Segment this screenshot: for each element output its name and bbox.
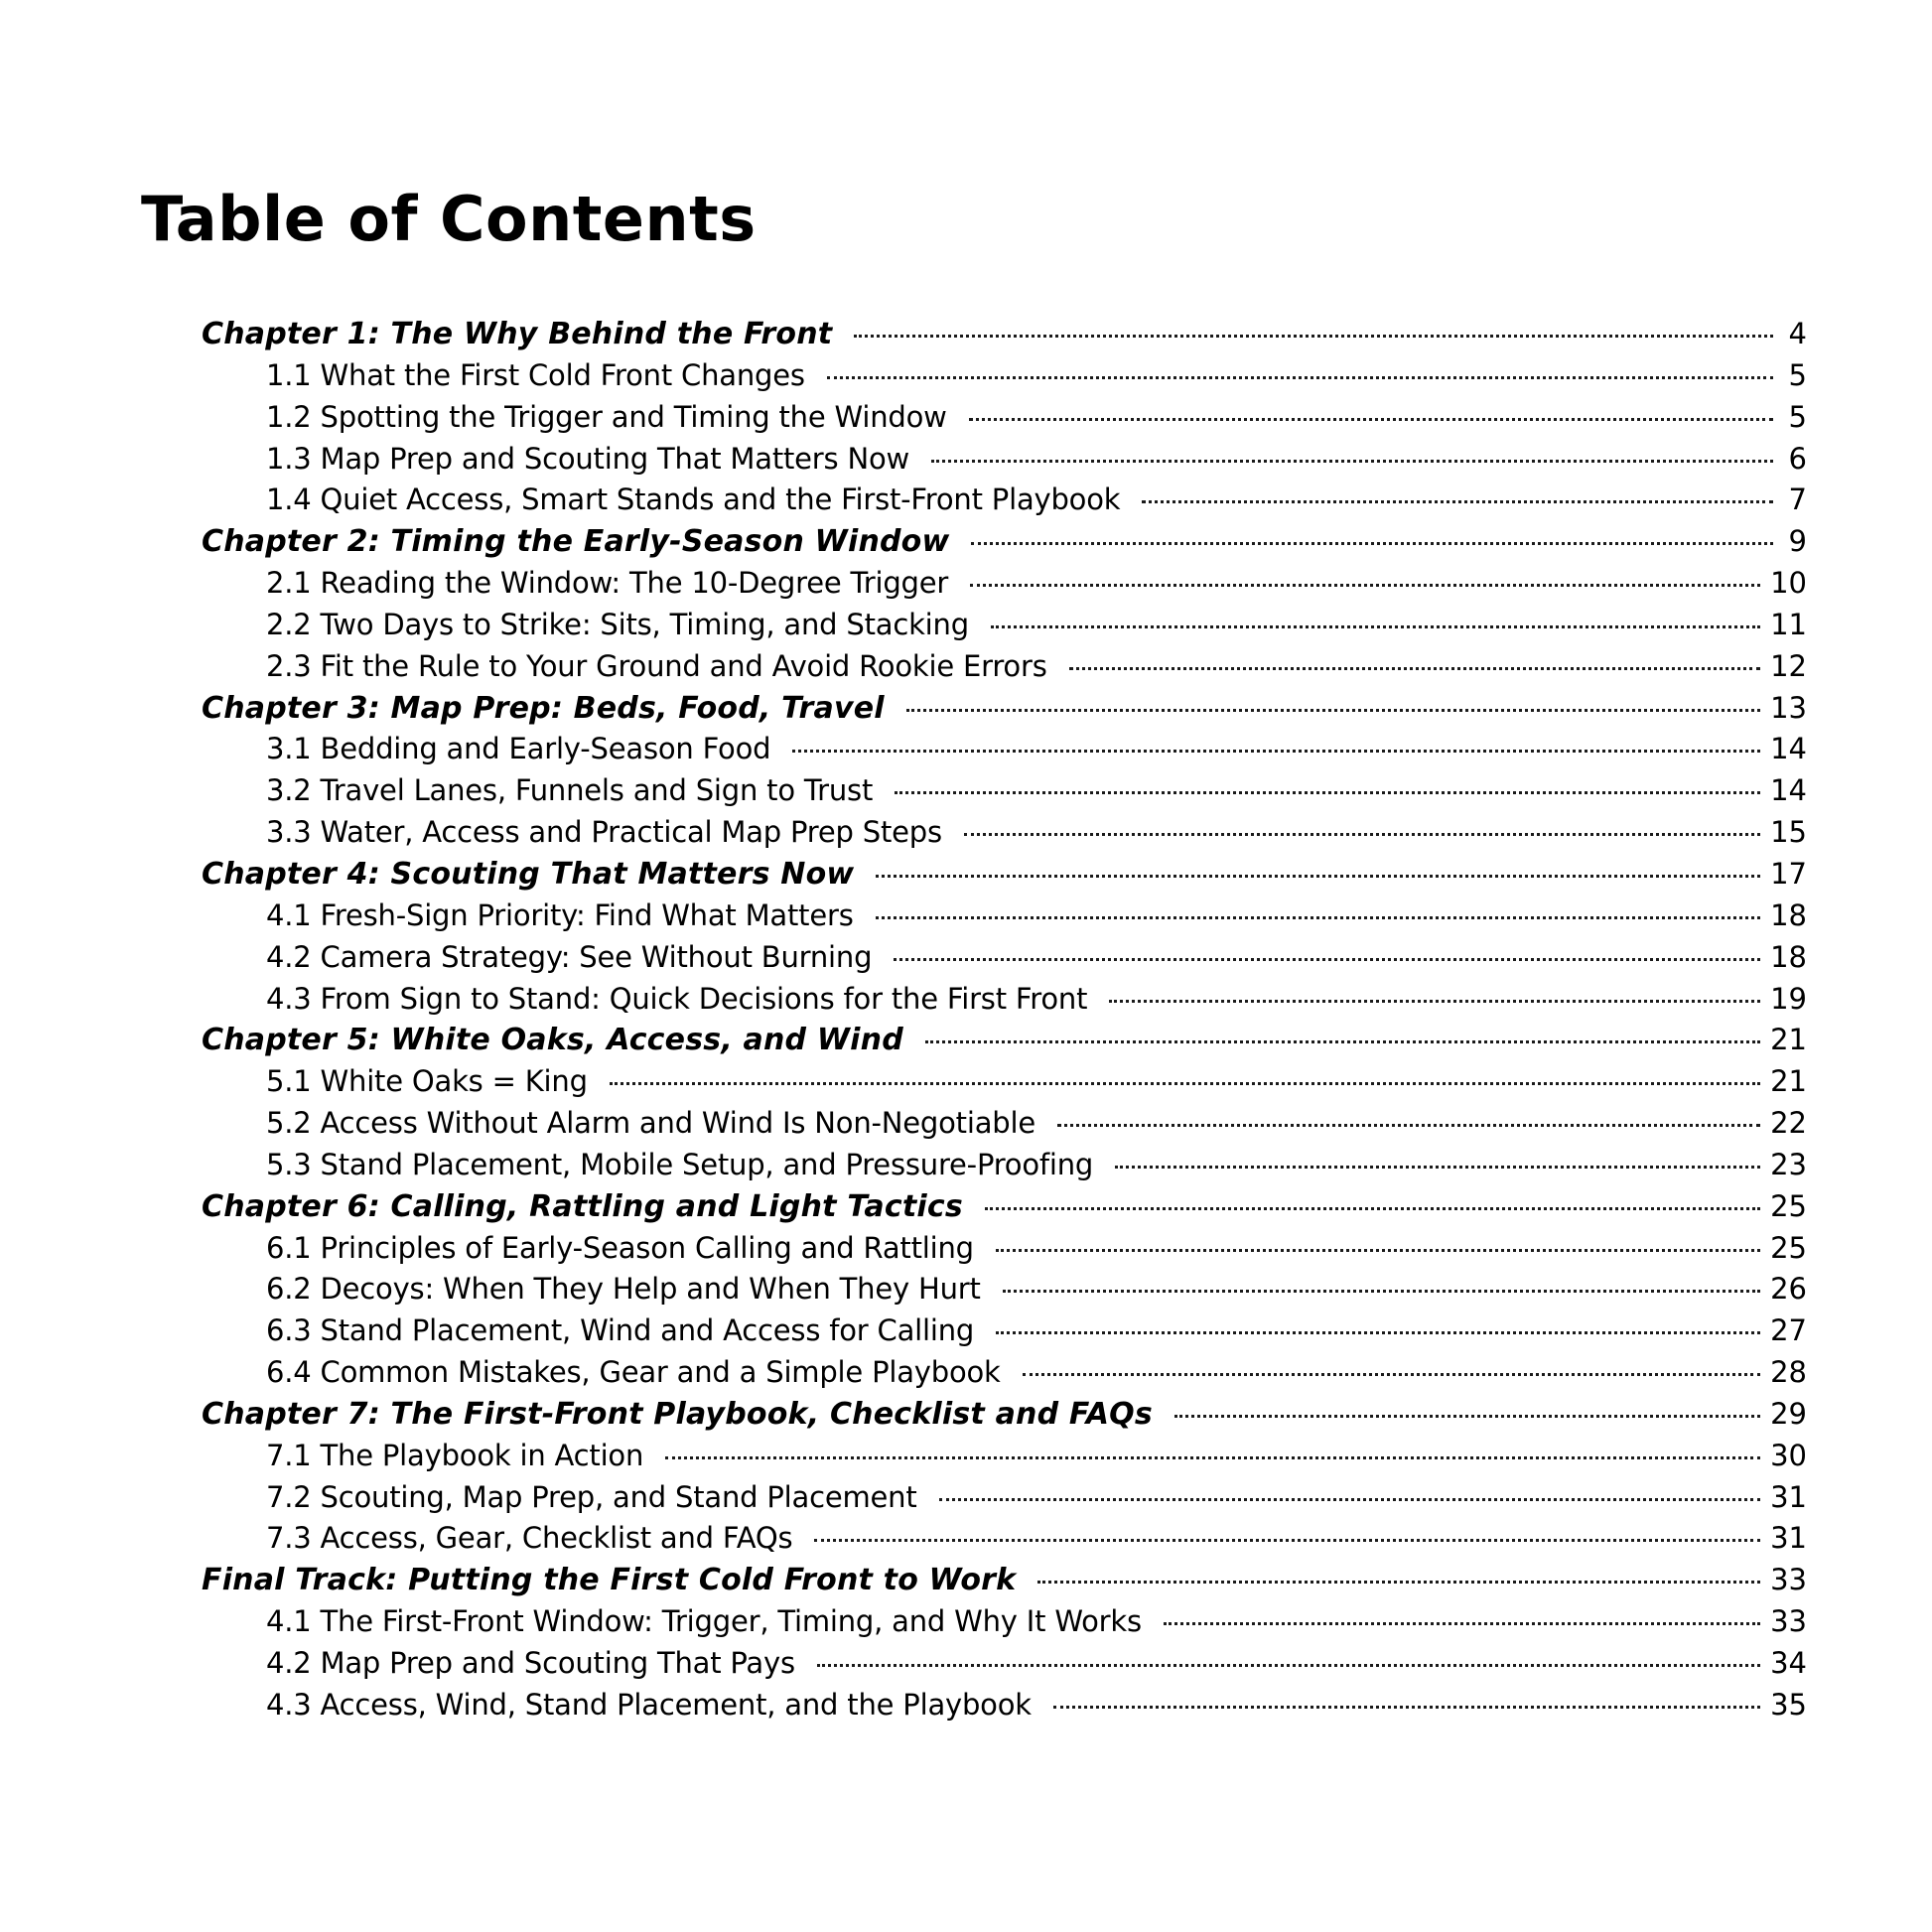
toc-entry-title: 4.3 From Sign to Stand: Quick Decisions for the First Front	[266, 981, 1088, 1016]
toc-section-entry[interactable]	[202, 1643, 1807, 1685]
toc-page-number: 22	[1770, 1106, 1807, 1141]
toc-page-number: 14	[1770, 732, 1807, 766]
toc-section-entry[interactable]	[202, 1311, 1807, 1352]
toc-page-number: 30	[1770, 1438, 1807, 1472]
toc-entry-title: 3.3 Water, Access and Practical Map Prep Steps	[266, 815, 942, 850]
toc-entry-title: 7.2 Scouting, Map Prep, and Stand Placement	[266, 1479, 917, 1514]
toc-page-number: 17	[1770, 856, 1807, 891]
toc-page-number: 19	[1770, 981, 1807, 1016]
toc-section-entry[interactable]	[202, 1518, 1807, 1560]
toc-entry-title: 6.3 Stand Placement, Wind and Access for Calling	[266, 1313, 975, 1348]
toc-entry-title: 6.4 Common Mistakes, Gear and a Simple Playbook	[266, 1355, 1001, 1390]
toc-page-number: 26	[1770, 1272, 1807, 1307]
toc-page-number: 25	[1770, 1230, 1807, 1265]
dot-leader	[1069, 667, 1760, 670]
toc-chapter-entry[interactable]	[202, 521, 1807, 563]
toc-section-entry[interactable]	[202, 355, 1807, 397]
toc-section-entry[interactable]	[202, 1477, 1807, 1519]
toc-entry-title: 7.3 Access, Gear, Checklist and FAQs	[266, 1521, 793, 1556]
dot-leader	[827, 376, 1773, 379]
toc-entry-title: 7.1 The Playbook in Action	[266, 1438, 644, 1472]
dot-leader	[925, 1040, 1760, 1043]
dot-leader	[1142, 500, 1773, 503]
toc-entry-title: 2.3 Fit the Rule to Your Ground and Avoid Rookie Errors	[266, 648, 1047, 683]
toc-section-entry[interactable]	[202, 1352, 1807, 1394]
toc-section-entry[interactable]	[202, 937, 1807, 979]
toc-entry-title: 1.2 Spotting the Trigger and Timing the Window	[266, 399, 947, 434]
toc-page-number: 5	[1788, 399, 1807, 434]
dot-leader	[876, 916, 1760, 919]
toc-entry-title: Chapter 5: White Oaks, Access, and Wind	[202, 1023, 903, 1058]
dot-leader	[939, 1498, 1761, 1501]
toc-page-number: 34	[1770, 1646, 1807, 1680]
dot-leader	[1109, 1000, 1760, 1003]
dot-leader	[1164, 1622, 1760, 1625]
toc-entry-title: 6.1 Principles of Early-Season Calling and Rattling	[266, 1230, 974, 1265]
toc-page-number: 31	[1770, 1479, 1807, 1514]
toc-section-entry[interactable]	[202, 439, 1807, 481]
toc-entry-title: Chapter 1: The Why Behind the Front	[202, 317, 833, 351]
toc-entry-title: 2.2 Two Days to Strike: Sits, Timing, and Stacking	[266, 607, 969, 641]
dot-leader	[1023, 1373, 1760, 1376]
page-title: Table of Contents	[141, 183, 757, 255]
toc-entry-title: 4.1 Fresh-Sign Priority: Find What Matters	[266, 897, 854, 932]
toc-page-number: 23	[1770, 1147, 1807, 1181]
toc-entry-title: 2.1 Reading the Window: The 10-Degree Trigger	[266, 566, 949, 601]
dot-leader	[906, 709, 1760, 712]
toc-entry-title: Chapter 3: Map Prep: Beds, Food, Travel	[202, 690, 885, 726]
dot-leader	[817, 1664, 1760, 1667]
toc-section-entry[interactable]	[202, 729, 1807, 770]
toc-page-number: 5	[1788, 357, 1807, 392]
toc-entry-title: Chapter 2: Timing the Early-Season Window	[202, 524, 950, 560]
toc-page-number: 11	[1770, 607, 1807, 641]
dot-leader	[970, 584, 1760, 587]
toc-section-entry[interactable]	[202, 563, 1807, 605]
toc-page-number: 29	[1770, 1396, 1807, 1431]
toc-entry-title: Final Track: Putting the First Cold Front to Work	[202, 1563, 1017, 1598]
toc-entry-title: 5.3 Stand Placement, Mobile Setup, and Pressure-Proofing	[266, 1147, 1094, 1181]
toc-chapter-entry[interactable]	[202, 1560, 1807, 1601]
toc-section-entry[interactable]	[202, 1228, 1807, 1270]
toc-page-number: 28	[1770, 1355, 1807, 1390]
toc-section-entry[interactable]	[202, 896, 1807, 937]
toc-section-entry[interactable]	[202, 1145, 1807, 1186]
toc-entry-title: Chapter 4: Scouting That Matters Now	[202, 856, 855, 892]
toc-section-entry[interactable]	[202, 397, 1807, 439]
toc-page-number: 12	[1770, 648, 1807, 683]
toc-page-number: 14	[1770, 773, 1807, 808]
toc-section-entry[interactable]	[202, 1103, 1807, 1145]
toc-chapter-entry[interactable]	[202, 1394, 1807, 1436]
toc-section-entry[interactable]	[202, 1685, 1807, 1726]
toc-entry-title: Chapter 7: The First-Front Playbook, Checklist and FAQs	[202, 1396, 1153, 1432]
toc-entry-title: 4.1 The First-Front Window: Trigger, Timing, and Why It Works	[266, 1604, 1142, 1639]
toc-page-number: 21	[1770, 1064, 1807, 1099]
toc-section-entry[interactable]	[202, 1269, 1807, 1311]
toc-chapter-entry[interactable]	[202, 1186, 1807, 1228]
dot-leader	[1057, 1124, 1760, 1127]
toc-section-entry[interactable]	[202, 1601, 1807, 1643]
toc-page-number: 15	[1770, 815, 1807, 850]
toc-section-entry[interactable]	[202, 480, 1807, 521]
dot-leader	[996, 1249, 1760, 1252]
toc-page-number: 4	[1788, 317, 1807, 350]
toc-section-entry[interactable]	[202, 1061, 1807, 1103]
toc-page-number: 6	[1788, 441, 1807, 476]
toc-chapter-entry[interactable]	[202, 854, 1807, 896]
dot-leader	[1037, 1581, 1760, 1584]
dot-leader	[971, 542, 1773, 545]
toc-entry-title: 4.3 Access, Wind, Stand Placement, and the Playbook	[266, 1687, 1032, 1722]
dot-leader	[894, 958, 1760, 961]
toc-page-number: 10	[1770, 566, 1807, 601]
toc-section-entry[interactable]	[202, 1436, 1807, 1477]
dot-leader	[1003, 1290, 1760, 1293]
toc-page-number: 18	[1770, 939, 1807, 974]
dot-leader	[610, 1082, 1760, 1085]
dot-leader	[996, 1331, 1760, 1334]
toc-section-entry[interactable]	[202, 770, 1807, 812]
toc-entry-title: 5.2 Access Without Alarm and Wind Is Non-Negotiable	[266, 1106, 1035, 1141]
toc-entry-title: 3.2 Travel Lanes, Funnels and Sign to Trust	[266, 773, 874, 808]
dot-leader	[1053, 1706, 1760, 1709]
toc-entry-title: 6.2 Decoys: When They Help and When They Hurt	[266, 1272, 981, 1307]
toc-page-number: 35	[1770, 1687, 1807, 1722]
dot-leader	[814, 1539, 1760, 1542]
toc-page-number: 21	[1770, 1023, 1807, 1057]
dot-leader	[931, 460, 1773, 463]
toc-entry-title: Chapter 6: Calling, Rattling and Light Tactics	[202, 1188, 963, 1224]
dot-leader	[792, 750, 1760, 753]
toc-page-number: 13	[1770, 690, 1807, 725]
toc-entry-title: 3.1 Bedding and Early-Season Food	[266, 732, 771, 766]
dot-leader	[969, 418, 1773, 421]
toc-chapter-entry[interactable]	[202, 1020, 1807, 1061]
dot-leader	[1115, 1166, 1760, 1169]
toc-list	[202, 314, 1807, 1726]
toc-page-number: 33	[1770, 1563, 1807, 1597]
dot-leader	[854, 335, 1773, 338]
toc-page-number: 9	[1788, 524, 1807, 559]
dot-leader	[665, 1456, 1760, 1459]
toc-section-entry[interactable]	[202, 812, 1807, 854]
toc-entry-title: 4.2 Map Prep and Scouting That Pays	[266, 1646, 795, 1680]
dot-leader	[1174, 1415, 1760, 1418]
toc-entry-title: 4.2 Camera Strategy: See Without Burning	[266, 939, 873, 974]
toc-page-number: 7	[1788, 483, 1807, 517]
dot-leader	[895, 791, 1760, 794]
toc-entry-title: 1.4 Quiet Access, Smart Stands and the First-Front Playbook	[266, 483, 1121, 517]
toc-page-number: 31	[1770, 1521, 1807, 1556]
toc-section-entry[interactable]	[202, 979, 1807, 1021]
toc-section-entry[interactable]	[202, 605, 1807, 646]
toc-entry-title: 1.3 Map Prep and Scouting That Matters Now	[266, 441, 910, 476]
toc-page-number: 33	[1770, 1604, 1807, 1639]
toc-chapter-entry[interactable]	[202, 314, 1807, 355]
toc-page-number: 18	[1770, 897, 1807, 932]
toc-entry-title: 1.1 What the First Cold Front Changes	[266, 357, 805, 392]
toc-section-entry[interactable]	[202, 646, 1807, 688]
toc-chapter-entry[interactable]	[202, 688, 1807, 730]
dot-leader	[991, 625, 1760, 628]
toc-page-number: 27	[1770, 1313, 1807, 1348]
dot-leader	[964, 833, 1760, 836]
dot-leader	[985, 1207, 1760, 1210]
dot-leader	[876, 875, 1760, 878]
toc-page-number: 25	[1770, 1188, 1807, 1223]
toc-entry-title: 5.1 White Oaks = King	[266, 1064, 588, 1099]
